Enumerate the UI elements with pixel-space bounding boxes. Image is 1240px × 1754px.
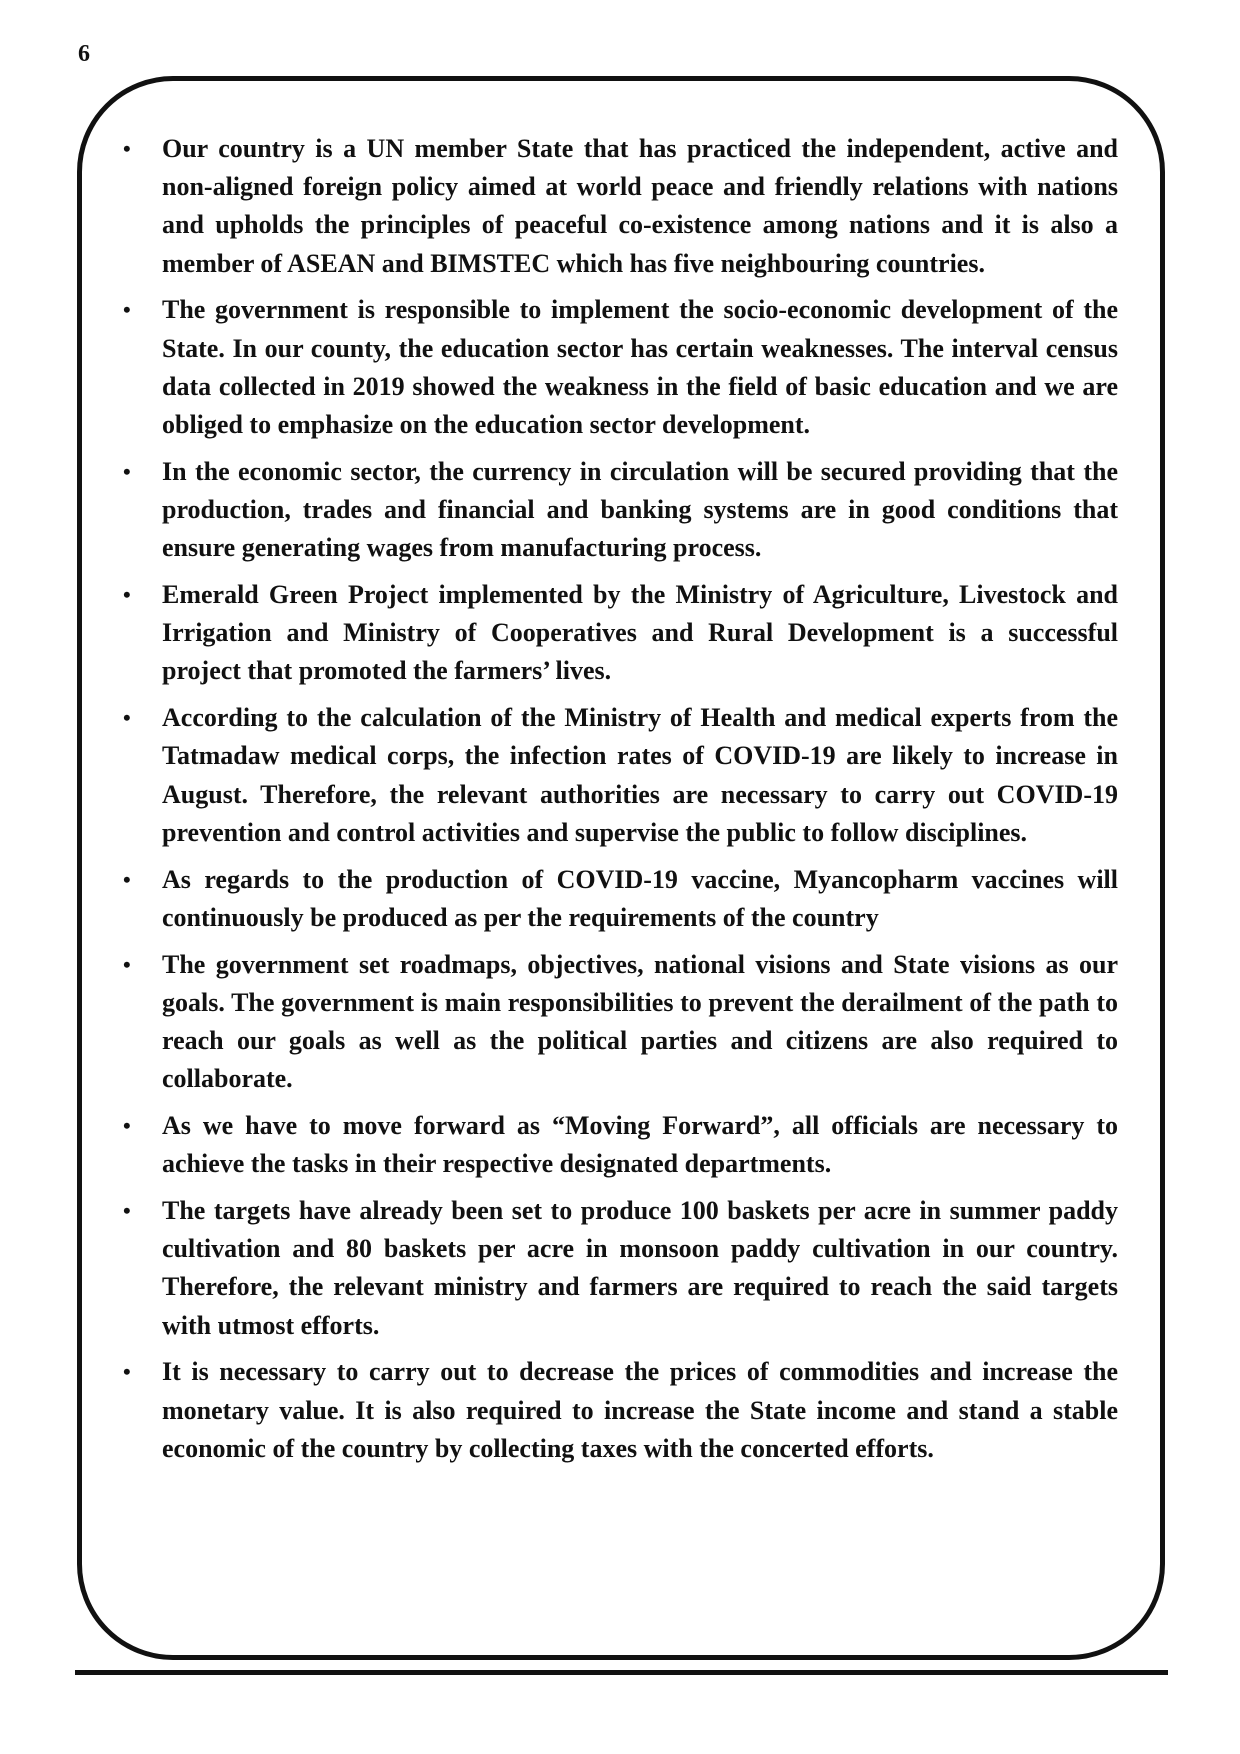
- list-item: [118, 861, 1118, 937]
- bullet-icon: •: [123, 951, 131, 977]
- bullet-text: Our country is a UN member State that has practiced the independent, active and non-aligned foreign policy aimed at world peace and friendly relations with nations and upholds the principles of peaceful co-existence among nations and it is also a member of ASEAN and BIMSTEC which has five neighbouring countries.: [162, 134, 1118, 278]
- bullet-icon: •: [123, 1198, 131, 1224]
- bullet-text: As we have to move forward as “Moving Forward”, all officials are necessary to achieve the tasks in their respective designated departments.: [162, 1111, 1118, 1179]
- bullet-icon: •: [123, 582, 131, 608]
- list-item: [118, 946, 1118, 1099]
- bullet-text: It is necessary to carry out to decrease the prices of commodities and increase the monetary value. It is also required to increase the State income and stand a stable economic of the country by collecting taxes with the concerted efforts.: [162, 1357, 1118, 1463]
- bullet-text: The government set roadmaps, objectives, national visions and State visions as our goals. The government is main responsibilities to prevent the derailment of the path to reach our goals as well as the political parties and citizens are also required to collaborate.: [162, 949, 1118, 1094]
- bullet-icon: •: [123, 1359, 131, 1385]
- list-item: [118, 130, 1118, 283]
- bullet-icon: •: [123, 136, 131, 161]
- list-item: [118, 1353, 1118, 1468]
- footer-divider: [75, 1670, 1168, 1675]
- bullet-list: [118, 130, 1118, 1477]
- bullet-text: According to the calculation of the Ministry of Health and medical experts from the Tatmadaw medical corps, the infection rates of COVID-19 are likely to increase in August. Therefore, the relevant authorities are necessary to carry out COVID-19 prevention and control activities and supervise the public to follow disciplines.: [162, 703, 1118, 847]
- list-item: [118, 699, 1118, 852]
- list-item: [118, 576, 1118, 691]
- bullet-text: Emerald Green Project implemented by the Ministry of Agriculture, Livestock and Irrigation and Ministry of Cooperatives and Rural Development is a successful project that promoted the farmers’ lives.: [162, 580, 1118, 686]
- bullet-text: As regards to the production of COVID-19 vaccine, Myancopharm vaccines will continuously be produced as per the requirements of the country: [162, 864, 1118, 932]
- list-item: [118, 291, 1118, 444]
- bullet-text: The targets have already been set to produce 100 baskets per acre in summer paddy cultivation and 80 baskets per acre in monsoon paddy cultivation in our country. Therefore, the relevant ministry and farmers are required to reach the said targets with utmost efforts.: [162, 1196, 1118, 1340]
- bullet-icon: •: [123, 458, 131, 484]
- bullet-text: In the economic sector, the currency in circulation will be secured providing that the production, trades and financial and banking systems are in good conditions that ensure generating wages from manufacturing process.: [162, 456, 1118, 563]
- bullet-icon: •: [123, 297, 131, 323]
- page-number: 6: [78, 41, 90, 67]
- bullet-icon: •: [123, 866, 131, 892]
- list-item: [118, 1107, 1118, 1183]
- bullet-icon: •: [123, 705, 131, 731]
- bullet-icon: •: [123, 1113, 131, 1139]
- list-item: [118, 453, 1118, 568]
- bullet-text: The government is responsible to implement the socio-economic development of the State. In our county, the education sector has certain weaknesses. The interval census data collected in 2019 showed the weakness in the field of basic education and we are obliged to emphasize on the education sector development.: [162, 295, 1118, 440]
- list-item: [118, 1192, 1118, 1345]
